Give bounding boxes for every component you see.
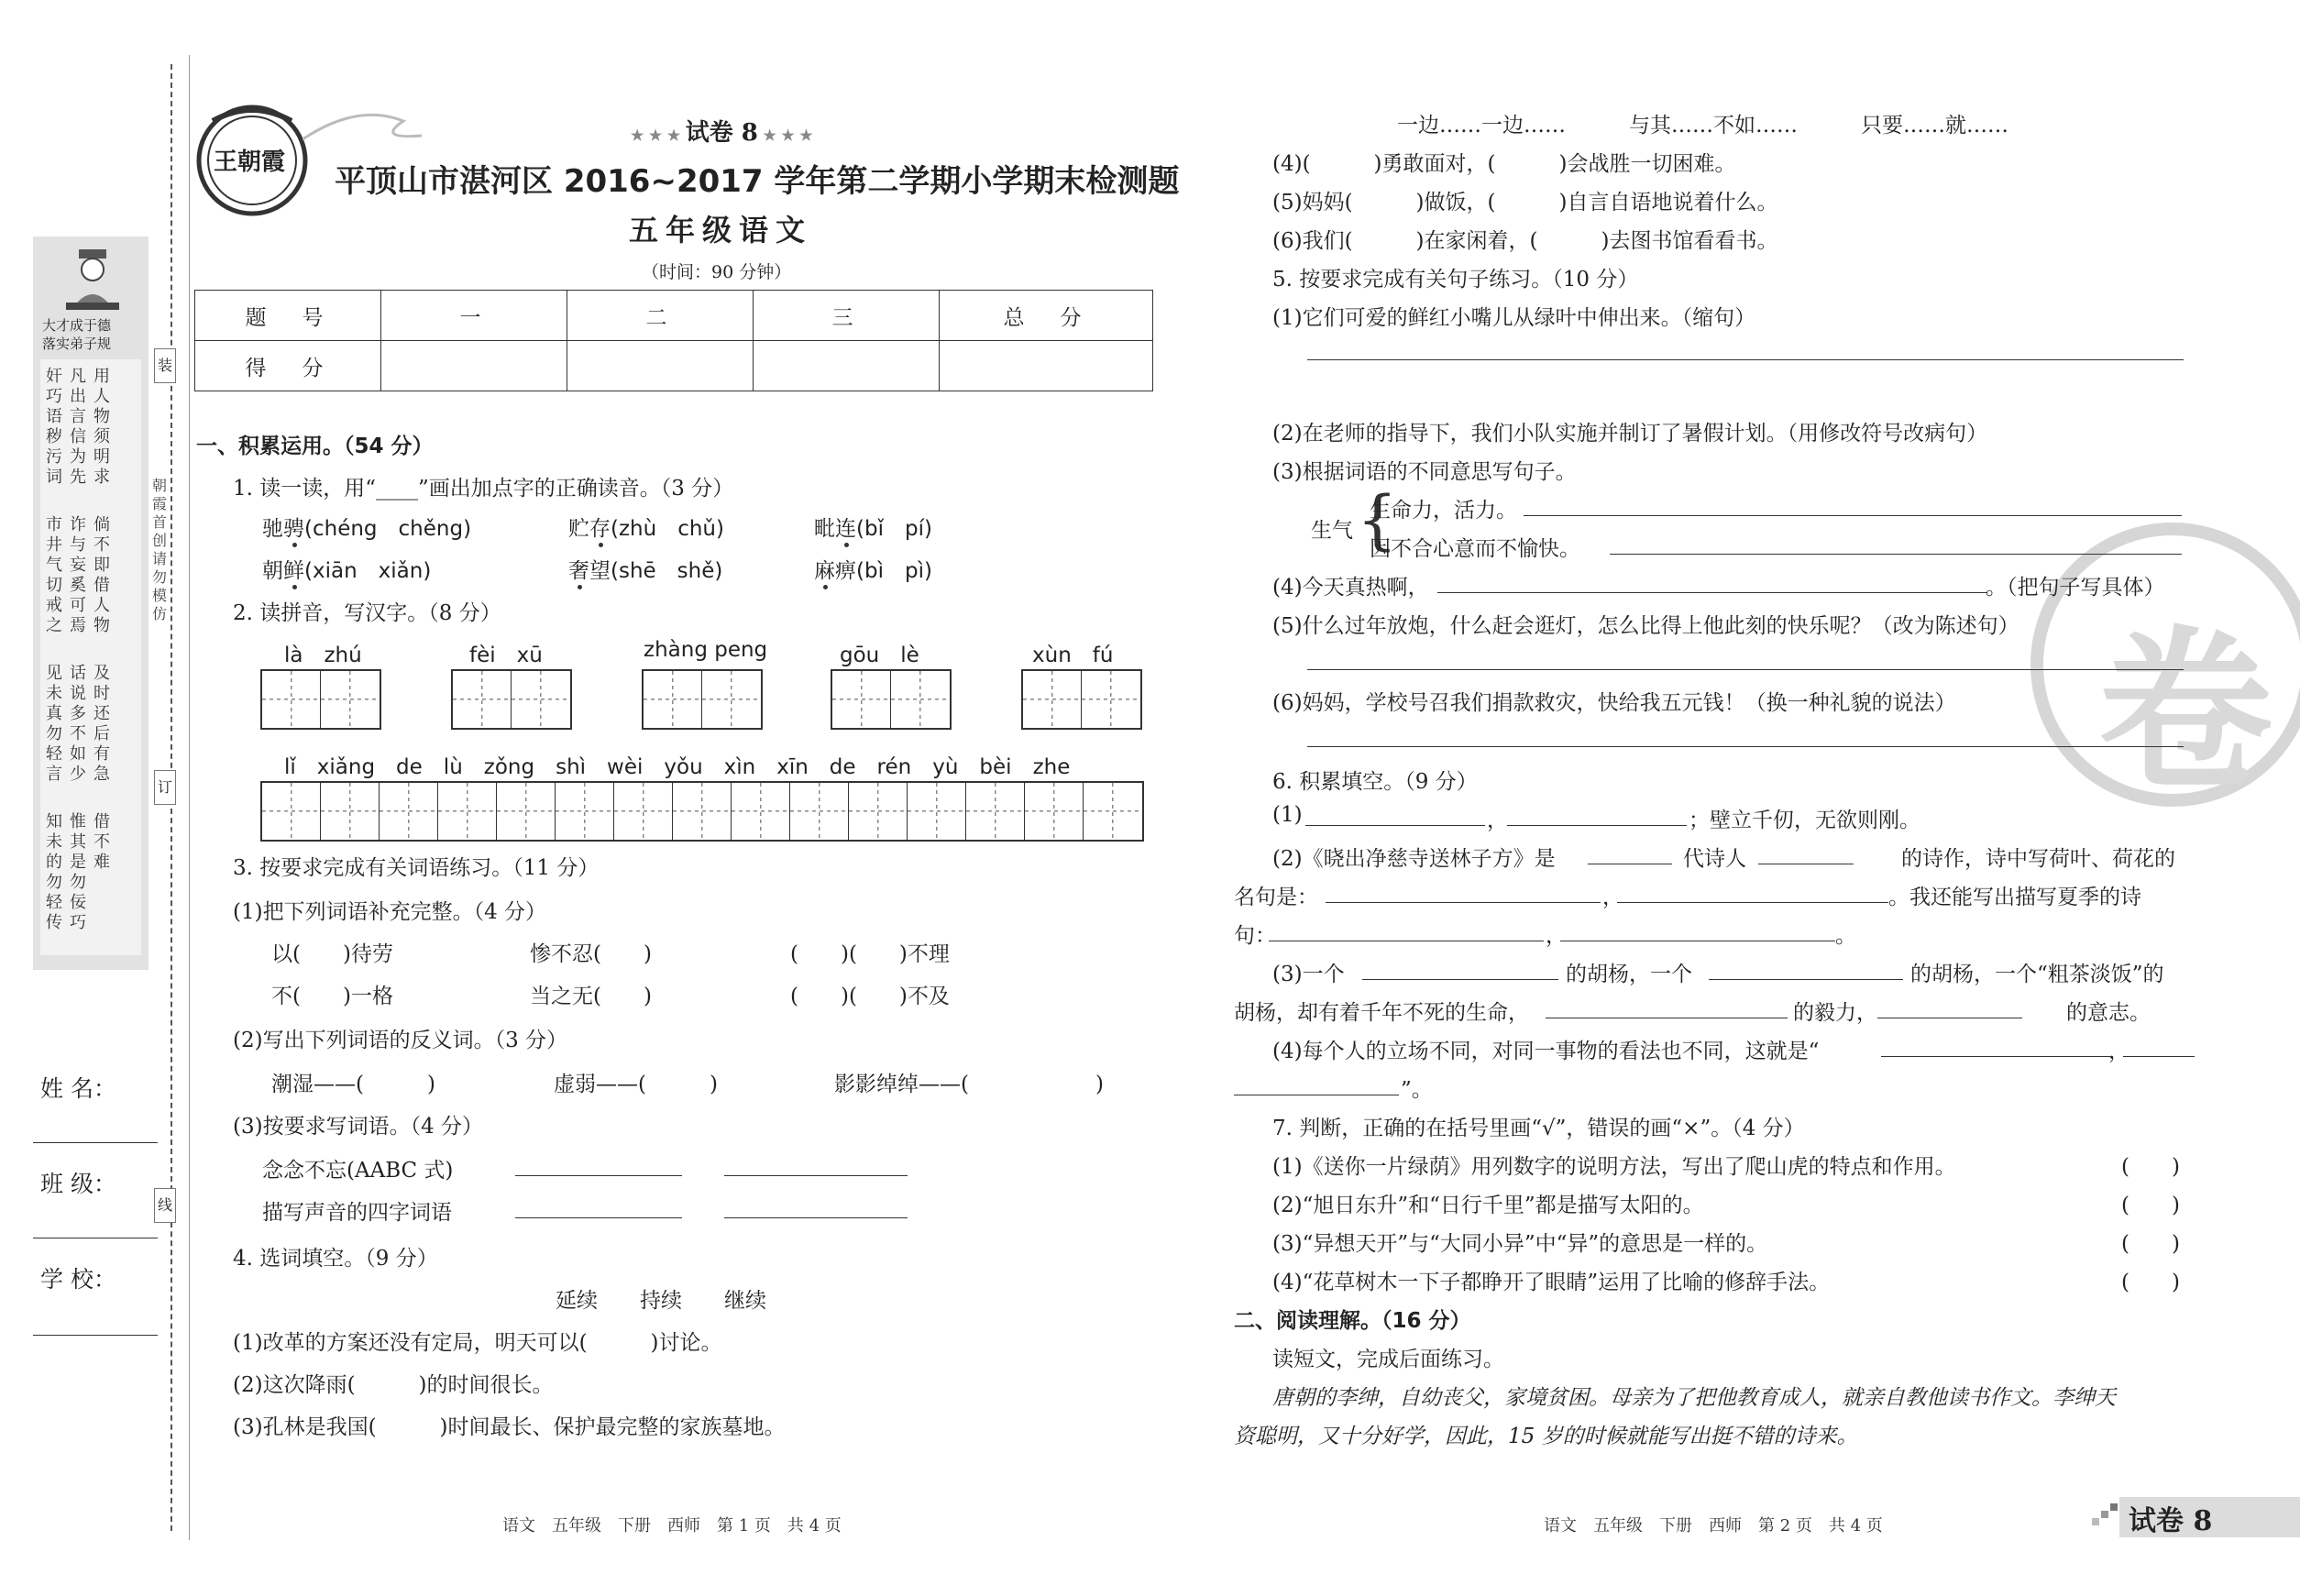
q4-item[interactable]: (1)改革的方案还没有定局，明天可以( )讨论。 <box>233 1331 722 1355</box>
question-5: 5. 按要求完成有关句子练习。（10 分） <box>1272 268 1639 292</box>
table-cell: 二 <box>567 291 754 341</box>
table-row <box>195 341 1153 391</box>
q6-3: (3)一个 <box>1272 963 1345 986</box>
antonym-item[interactable]: 潮湿——( ) <box>271 1073 435 1096</box>
q1-item: 毗连(bǐ pí) <box>814 517 932 541</box>
q4-item[interactable]: (5)妈妈( )做饭，( )自言自语地说着什么。 <box>1272 191 1778 215</box>
char-grid[interactable] <box>642 669 763 730</box>
verse: 话说多不如少 <box>70 664 86 784</box>
verse: 凡出言信为先 <box>70 367 86 487</box>
table-cell: 得 分 <box>195 341 381 391</box>
judge-paren[interactable]: ( ) <box>2121 1271 2180 1294</box>
score-cell[interactable] <box>940 341 1153 391</box>
q3-3: (3)按要求写词语。（4 分） <box>233 1115 484 1139</box>
answer-line[interactable] <box>1307 746 2184 747</box>
sidebar-strip <box>33 237 149 970</box>
passage-line: 资聪明，又十分好学，因此，15 岁的时候就能写出挺不错的诗来。 <box>1234 1425 1858 1448</box>
exam-title: 平顶山市湛河区 2016~2017 学年第二学期小学期末检测题 <box>335 163 1180 200</box>
verse-box <box>40 359 141 955</box>
answer-line[interactable] <box>724 1175 908 1176</box>
judge-paren[interactable]: ( ) <box>2121 1155 2180 1179</box>
fill-item[interactable]: ( )( )不及 <box>790 985 950 1008</box>
char-grid[interactable] <box>1021 669 1142 730</box>
binding-rule <box>189 55 190 1540</box>
q6-2: 名句是： <box>1234 886 1318 909</box>
answer-line[interactable] <box>515 1217 682 1218</box>
q5-2: (2)在老师的指导下，我们小队实施并制订了暑假计划。（用修改符号改病句） <box>1272 422 1988 446</box>
pixel-decoration <box>2092 1503 2119 1531</box>
fill-item[interactable]: 不( )一格 <box>271 985 393 1008</box>
name-field[interactable] <box>33 1142 158 1143</box>
q5-4-tail: 。（把句子写具体） <box>1986 576 2165 600</box>
verse: 用人物须明求 <box>94 367 110 487</box>
answer-line[interactable] <box>1437 592 1987 593</box>
q5-5: (5)什么过年放炮，什么赶会逛灯，怎么比得上他此刻的快乐呢？（改为陈述句） <box>1272 614 2019 638</box>
fill-item[interactable]: 惨不忍( ) <box>530 942 652 966</box>
fill-item[interactable]: ( )( )不理 <box>790 942 950 966</box>
q6-2: 。我还能写出描写夏季的诗 <box>1888 886 2141 909</box>
q5-3: (3)根据词语的不同意思写句子。 <box>1272 460 1577 484</box>
verse: 及时还后有急 <box>94 664 110 784</box>
answer-line[interactable] <box>1881 1056 2110 1057</box>
q3-3-item: 描写声音的四字词语 <box>262 1201 452 1225</box>
passage-line: 唐朝的李绅，自幼丧父，家境贫困。母亲为了把他教育成人，就亲自教他读书作文。李绅天 <box>1272 1386 2116 1410</box>
q6-4: (4)每个人的立场不同，对同一事物的看法也不同，这就是“ <box>1272 1040 1820 1063</box>
char-grid[interactable] <box>260 669 381 730</box>
q6-2: 代诗人 <box>1683 847 1746 871</box>
question-2: 2. 读拼音，写汉字。（8 分） <box>233 601 501 625</box>
answer-line[interactable] <box>515 1175 682 1176</box>
answer-line[interactable] <box>1362 979 1558 980</box>
star-icon: ★ ★ ★ <box>631 127 686 144</box>
section-1-title: 一、积累运用。（54 分） <box>196 435 434 458</box>
question-3: 3. 按要求完成有关词语练习。（11 分） <box>233 856 600 880</box>
score-table <box>194 290 1153 391</box>
reading-intro: 读短文，完成后面练习。 <box>1272 1348 1504 1371</box>
score-cell[interactable] <box>381 341 567 391</box>
q4-item[interactable]: (4)( )勇敢面对，( )会战胜一切困难。 <box>1272 152 1736 176</box>
binding-tag-mid: 订 <box>154 770 176 805</box>
score-cell[interactable] <box>567 341 754 391</box>
ribbon-decoration <box>303 103 422 149</box>
pinyin: là zhú <box>284 644 362 667</box>
table-cell: 题 号 <box>195 291 381 341</box>
question-4: 4. 选词填空。（9 分） <box>233 1247 438 1271</box>
q6-3: 的毅力， <box>1793 1001 1877 1025</box>
q7-item: (3)“异想天开”与“大同小异”中“异”的意思是一样的。 <box>1272 1232 1768 1256</box>
table-row <box>195 291 1153 341</box>
question-1: 1. 读一读，用“____”画出加点字的正确读音。（3 分） <box>233 477 734 501</box>
word-choices-2: 一边……一边…… 与其……不如…… 只要……就…… <box>1397 114 2008 138</box>
q5-3-word: 生气 <box>1311 519 1353 543</box>
question-7: 7. 判断，正确的在括号里画“√”，错误的画“×”。（4 分） <box>1272 1117 1805 1140</box>
comma: ， <box>2108 1040 2129 1063</box>
q3-1: (1)把下列词语补充完整。（4 分） <box>233 900 547 924</box>
q1-item: 麻痹(bì pì) <box>814 559 932 583</box>
binding-tag-top: 装 <box>154 348 176 383</box>
period: 。 <box>1835 924 1856 948</box>
q5-3-meaning: 因不合心意而不愉快。 <box>1370 537 1580 561</box>
answer-line[interactable] <box>1617 902 1888 903</box>
page-footer-left: 语文 五年级 下册 西师 第 1 页 共 4 页 <box>502 1516 842 1535</box>
verse: 诈与妄奚可焉 <box>70 515 86 635</box>
q6-2: (2)《晓出净慈寺送林子方》是 <box>1272 847 1556 871</box>
q6-1-num: (1) <box>1272 803 1303 827</box>
class-label: 班 级： <box>40 1171 116 1197</box>
page-footer-right: 语文 五年级 下册 西师 第 2 页 共 4 页 <box>1544 1516 1883 1535</box>
q5-3-meaning: 生命力，活力。 <box>1370 499 1517 523</box>
comma: ， <box>1602 886 1623 909</box>
answer-line[interactable] <box>1610 554 2182 555</box>
q6-1: ；壁立千仞，无欲则刚。 <box>1689 809 1920 832</box>
table-cell: 三 <box>754 291 940 341</box>
exam-subject: 五年级语文 <box>629 213 813 248</box>
q6-3: 的胡杨，一个“粗茶淡饭”的 <box>1910 963 2164 986</box>
verse: 奸巧语秽污词 <box>46 367 62 487</box>
verse: 见未真勿轻言 <box>46 664 62 784</box>
watermark-stamp: 卷 <box>2030 523 2300 807</box>
char-grid-long[interactable] <box>260 781 1144 842</box>
brand-logo-text: 王朝霞 <box>214 149 286 176</box>
star-icon: ★ ★ ★ <box>757 127 813 144</box>
answer-line[interactable] <box>1305 825 1485 826</box>
q5-1: (1)它们可爱的鲜红小嘴儿从绿叶中伸出来。（缩句） <box>1272 306 1756 330</box>
brace: { <box>1357 482 1398 557</box>
question-6: 6. 积累填空。（9 分） <box>1272 770 1478 794</box>
answer-line[interactable] <box>1709 979 1903 980</box>
q6-3: 的胡杨，一个 <box>1566 963 1692 986</box>
copyright-note: 朝霞首创 请勿模仿 <box>152 477 168 622</box>
close-quote: ”。 <box>1401 1078 1433 1102</box>
q4-item[interactable]: (2)这次降雨( )的时间很长。 <box>233 1373 554 1397</box>
scholar-illustration <box>61 246 125 319</box>
q6-3: 胡杨，却有着千年不死的生命， <box>1234 1001 1529 1025</box>
q3-2: (2)写出下列词语的反义词。（3 分） <box>233 1029 568 1052</box>
table-cell: 一 <box>381 291 567 341</box>
pinyin: xùn fú <box>1032 644 1114 667</box>
q6-2: 的诗作，诗中写荷叶、荷花的 <box>1901 847 2175 871</box>
antonym-item[interactable]: 虚弱——( ) <box>554 1073 718 1096</box>
q1-item: 贮存(zhù chǔ) <box>568 517 724 541</box>
q5-4: (4)今天真热啊， <box>1272 576 1429 600</box>
verse: 倘不即借人物 <box>94 515 110 635</box>
judge-paren[interactable]: ( ) <box>2121 1232 2180 1256</box>
answer-line[interactable] <box>1524 515 2182 516</box>
verse: 惟其是勿佞巧 <box>70 812 86 932</box>
q7-item: (2)“旭日东升”和“日行千里”都是描写太阳的。 <box>1272 1194 1704 1217</box>
judge-paren[interactable]: ( ) <box>2121 1194 2180 1217</box>
fill-item[interactable]: 当之无( ) <box>530 985 652 1008</box>
q3-3-item: 念念不忘(AABC 式) <box>262 1159 454 1183</box>
answer-line[interactable] <box>1507 825 1687 826</box>
q4-item[interactable]: (3)孔林是我国( )时间最长、保护最完整的家族墓地。 <box>233 1415 786 1439</box>
q6-3: 的意志。 <box>2066 1001 2151 1025</box>
verse: 知未的勿轻传 <box>46 812 62 932</box>
binding-tag-bot: 线 <box>154 1188 176 1223</box>
q1-item: 奢望(shē shě) <box>568 559 723 583</box>
name-label: 姓 名： <box>40 1075 116 1102</box>
motto-2: 落实弟子规 <box>42 336 112 352</box>
pinyin-line: lǐ xiǎng de lù zǒng shì wèi yǒu xìn xīn de rén yù bèi zhe <box>284 755 1071 779</box>
pinyin: gōu lè <box>840 644 919 667</box>
q5-6: (6)妈妈，学校号召我们捐款救灾，快给我五元钱！（换一种礼貌的说法） <box>1272 691 1956 715</box>
pinyin: zhàng peng <box>644 638 768 662</box>
q6-2: 句： <box>1234 924 1276 948</box>
exam-tag: 试卷 8 <box>2129 1505 2213 1537</box>
fill-item[interactable]: 以( )待劳 <box>271 942 393 966</box>
verse: 借不难 <box>94 812 110 872</box>
char-grid[interactable] <box>451 669 572 730</box>
q1-item: 朝鲜(xiān xiǎn) <box>262 559 432 583</box>
q4-item[interactable]: (6)我们( )在家闲着，( )去图书馆看看书。 <box>1272 229 1778 253</box>
exam-time: （时间：90 分钟） <box>642 262 792 282</box>
score-cell[interactable] <box>754 341 940 391</box>
school-field[interactable] <box>33 1335 158 1336</box>
pinyin: fèi xū <box>469 644 543 667</box>
antonym-item[interactable]: 影影绰绰——( ) <box>834 1073 1104 1096</box>
motto-1: 大才成于德 <box>42 317 112 334</box>
char-grid[interactable] <box>831 669 952 730</box>
exam-number: ★ ★ ★ 试卷 8 ★ ★ ★ <box>631 119 813 147</box>
comma: ， <box>1487 809 1508 832</box>
verse: 市井气切戒之 <box>46 515 62 635</box>
table-cell: 总 分 <box>940 291 1153 341</box>
q1-item: 驰骋(chéng chěng) <box>262 517 472 541</box>
answer-line[interactable] <box>1307 669 2184 670</box>
section-2-title: 二、阅读理解。（16 分） <box>1234 1309 1471 1333</box>
answer-line[interactable] <box>724 1217 908 1218</box>
answer-line[interactable] <box>1326 902 1601 903</box>
comma: ， <box>1546 924 1567 948</box>
school-label: 学 校： <box>40 1266 116 1293</box>
word-choices: 延续 持续 继续 <box>556 1289 766 1313</box>
q7-item: (1)《送你一片绿荫》用列数字的说明方法，写出了爬山虎的特点和作用。 <box>1272 1155 1956 1179</box>
answer-line[interactable] <box>2123 1056 2195 1057</box>
answer-line[interactable] <box>1307 359 2184 360</box>
q7-item: (4)“花草树木一下子都睁开了眼睛”运用了比喻的修辞手法。 <box>1272 1271 1831 1294</box>
